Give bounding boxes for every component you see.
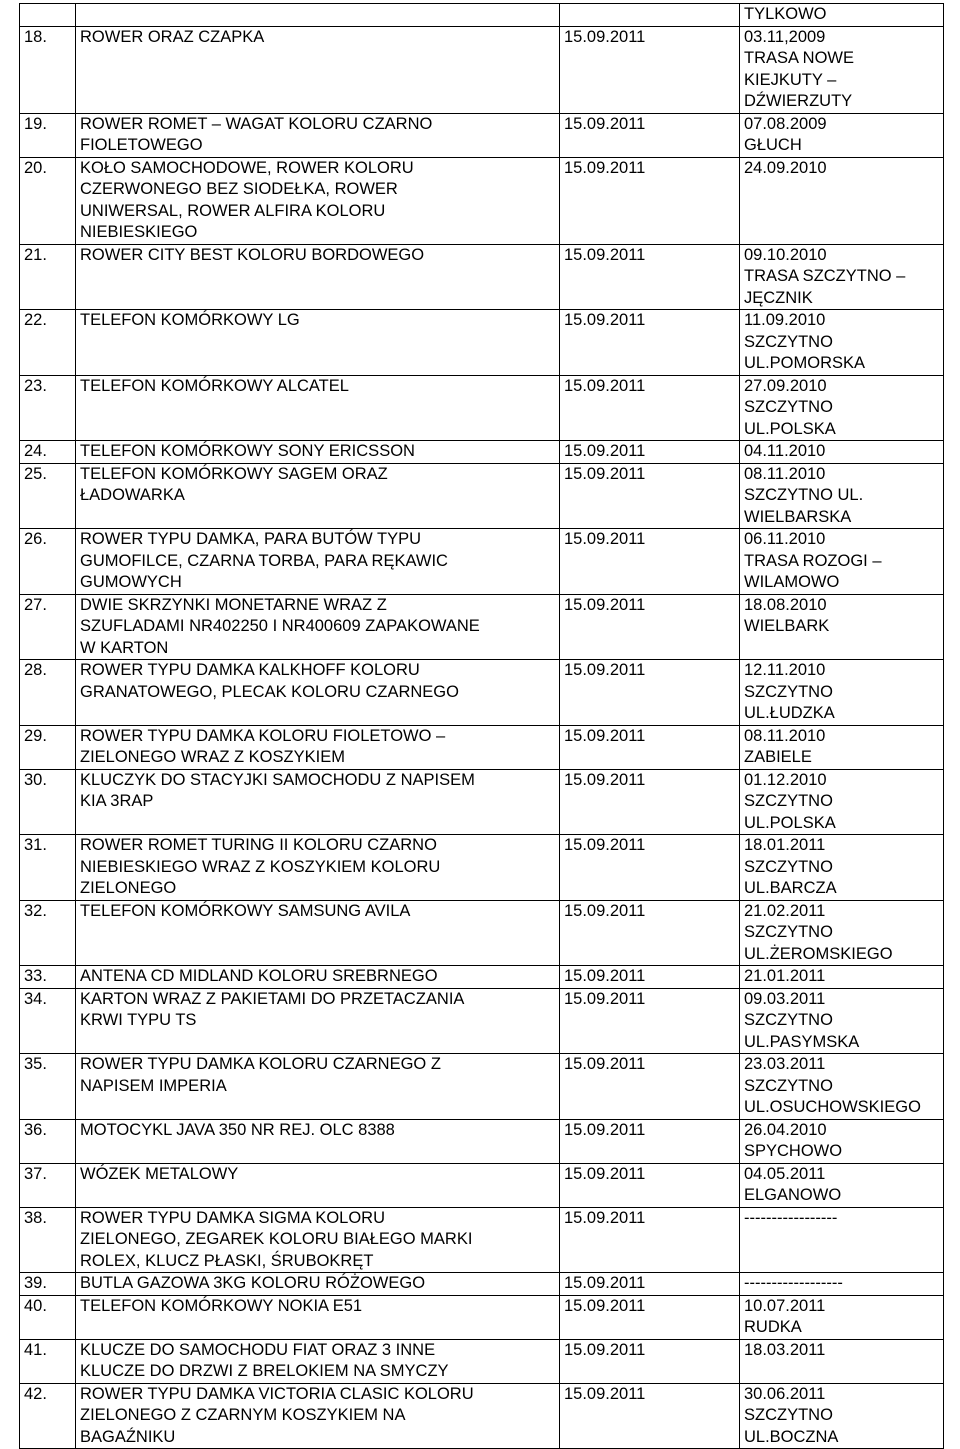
table-row	[20, 769, 944, 835]
found-date-place-line: SZCZYTNO	[744, 332, 833, 351]
found-date-place-line: 10.07.2011	[744, 1296, 826, 1315]
found-date-place	[740, 988, 944, 1054]
item-description-line: NIEBIESKIEGO	[80, 223, 198, 241]
found-date-place-line: 24.09.2010	[744, 158, 827, 177]
item-number: 40.	[20, 1295, 76, 1339]
item-description-line: GUMOFILCE, CZARNA TORBA, PARA RĘKAWIC	[80, 551, 448, 570]
item-description-line: W KARTON	[80, 638, 169, 657]
found-date-place	[740, 244, 944, 310]
found-date-place-line: UL.PASYMSKA	[744, 1032, 860, 1051]
found-date-place-line: 04.05.2011	[744, 1164, 826, 1183]
found-date-place-line: UL.POLSKA	[744, 813, 836, 832]
item-description-line: KARTON WRAZ Z PAKIETAMI DO PRZETACZANIA	[80, 989, 465, 1008]
item-description-line: ROWER ROMET TURING II KOLORU CZARNO	[80, 836, 437, 854]
item-number: 28.	[20, 660, 76, 726]
item-description-line: DWIE SKRZYNKI MONETARNE WRAZ Z	[80, 595, 387, 614]
table-row	[20, 157, 944, 244]
found-date-place-line: -----------------	[744, 1208, 838, 1227]
found-date-place	[740, 375, 944, 441]
table-row	[20, 1054, 944, 1120]
found-date-place	[740, 725, 944, 769]
table-row	[20, 1295, 944, 1339]
item-description-line: CZERWONEGO BEZ SIODEŁKA, ROWER	[80, 180, 398, 198]
found-date-place-line: UL.BARCZA	[744, 879, 837, 897]
found-date-place-line: 09.03.2011	[744, 989, 826, 1008]
item-number: 41.	[20, 1339, 76, 1383]
found-date-place-line: SZCZYTNO	[744, 792, 833, 810]
item-description-line: ZIELONEGO	[80, 879, 177, 897]
table-row	[20, 529, 944, 595]
item-description-line: KIA 3RAP	[80, 792, 154, 810]
item-number: 32.	[20, 900, 76, 966]
found-date-place-line: 09.10.2010	[744, 245, 827, 264]
item-description	[76, 1383, 560, 1449]
item-description	[76, 463, 560, 529]
table-row	[20, 1163, 944, 1207]
found-date: 15.09.2011	[560, 244, 740, 310]
table-body	[20, 4, 944, 1449]
found-date: 15.09.2011	[560, 835, 740, 901]
item-description	[76, 1339, 560, 1383]
item-description-line: BAGAŹNIKU	[80, 1427, 176, 1446]
found-date: 15.09.2011	[560, 529, 740, 595]
found-date-place	[740, 835, 944, 901]
found-date-place	[740, 660, 944, 726]
item-number: 22.	[20, 310, 76, 376]
found-date-place-line: 27.09.2010	[744, 376, 827, 395]
item-description-line: TELEFON KOMÓRKOWY LG	[80, 311, 300, 329]
item-description	[76, 988, 560, 1054]
found-date-place	[740, 26, 944, 113]
item-number: 21.	[20, 244, 76, 310]
found-date-place-line: SZCZYTNO	[744, 1076, 833, 1095]
table-row	[20, 725, 944, 769]
item-number: 31.	[20, 835, 76, 901]
found-date-place-line: 11.09.2010	[744, 311, 826, 329]
lost-items-table	[19, 3, 944, 1449]
found-date-place-line: 04.11.2010	[744, 442, 826, 460]
item-description-line: NAPISEM IMPERIA	[80, 1076, 227, 1095]
found-date-place-line: KIEJKUTY –	[744, 70, 837, 89]
item-description	[76, 966, 560, 989]
item-description	[76, 4, 560, 27]
table-row	[20, 835, 944, 901]
found-date: 15.09.2011	[560, 1119, 740, 1163]
table-row	[20, 1339, 944, 1383]
found-date: 15.09.2011	[560, 157, 740, 244]
found-date-place	[740, 1119, 944, 1163]
found-date: 15.09.2011	[560, 1295, 740, 1339]
item-number: 24.	[20, 441, 76, 464]
found-date-place-line: WILAMOWO	[744, 573, 840, 591]
item-description-line: KLUCZE DO DRZWI Z BRELOKIEM NA SMYCZY	[80, 1362, 449, 1380]
item-description-line: GUMOWYCH	[80, 573, 182, 591]
found-date-place-line: SZCZYTNO	[744, 1406, 833, 1424]
found-date-place-line: 01.12.2010	[744, 770, 827, 789]
table-row	[20, 1383, 944, 1449]
item-number: 38.	[20, 1207, 76, 1273]
item-description-line: ZIELONEGO, ZEGAREK KOLORU BIAŁEGO MARKI	[80, 1230, 473, 1248]
found-date-place-line: WIELBARSKA	[744, 507, 852, 526]
found-date-place-line: SZCZYTNO	[744, 682, 833, 701]
found-date-place	[740, 463, 944, 529]
found-date-place-line: 23.03.2011	[744, 1055, 826, 1073]
item-number: 29.	[20, 725, 76, 769]
item-description	[76, 1054, 560, 1120]
item-description	[76, 244, 560, 310]
found-date-place-line: ZABIELE	[744, 748, 812, 766]
item-description-line: ROWER TYPU DAMKA KOLORU FIOLETOWO –	[80, 726, 446, 745]
found-date-place	[740, 310, 944, 376]
found-date-place-line: UL.BOCZNA	[744, 1427, 839, 1446]
found-date: 15.09.2011	[560, 725, 740, 769]
found-date: 15.09.2011	[560, 1163, 740, 1207]
item-description-line: KOŁO SAMOCHODOWE, ROWER KOLORU	[80, 158, 414, 177]
found-date-place-line: UL.ŁUDZKA	[744, 704, 835, 722]
item-description	[76, 594, 560, 660]
item-description-line: ŁADOWARKA	[80, 486, 185, 504]
found-date: 15.09.2011	[560, 26, 740, 113]
item-description-line: MOTOCYKL JAVA 350 NR REJ. OLC 8388	[80, 1120, 395, 1139]
item-description	[76, 157, 560, 244]
found-date-place-line: 07.08.2009	[744, 114, 827, 133]
item-description-line: KLUCZE DO SAMOCHODU FIAT ORAZ 3 INNE	[80, 1340, 436, 1359]
item-description-line: ROWER TYPU DAMKA SIGMA KOLORU	[80, 1208, 386, 1227]
item-description	[76, 113, 560, 157]
item-description-line: SZUFLADAMI NR402250 I NR400609 ZAPAKOWANE	[80, 617, 480, 635]
found-date-place-line: TYLKOWO	[744, 5, 827, 23]
table-row	[20, 26, 944, 113]
found-date-place-line: 18.03.2011	[744, 1340, 826, 1359]
found-date-place	[740, 900, 944, 966]
item-description-line: KRWI TYPU TS	[80, 1011, 197, 1029]
found-date-place-line: ELGANOWO	[744, 1186, 842, 1204]
table-row	[20, 1119, 944, 1163]
item-number: 36.	[20, 1119, 76, 1163]
item-number: 39.	[20, 1273, 76, 1296]
found-date-place-line: RUDKA	[744, 1318, 802, 1336]
item-description-line: ROWER TYPU DAMKA, PARA BUTÓW TYPU	[80, 530, 422, 548]
item-description-line: TELEFON KOMÓRKOWY NOKIA E51	[80, 1296, 363, 1315]
found-date-place-line: UL.POLSKA	[744, 419, 836, 438]
found-date: 15.09.2011	[560, 113, 740, 157]
found-date-place-line: TRASA ROZOGI –	[744, 551, 882, 570]
item-description-line: ROWER TYPU DAMKA KOLORU CZARNEGO Z	[80, 1055, 441, 1073]
item-description-line: WÓZEK METALOWY	[80, 1164, 239, 1183]
found-date-place-line: ------------------	[744, 1274, 843, 1292]
table-row	[20, 375, 944, 441]
item-description-line: TELEFON KOMÓRKOWY ALCATEL	[80, 376, 349, 395]
found-date: 15.09.2011	[560, 660, 740, 726]
item-description	[76, 1119, 560, 1163]
table-row	[20, 900, 944, 966]
found-date: 15.09.2011	[560, 1054, 740, 1120]
found-date-place	[740, 441, 944, 464]
found-date-place-line: SZCZYTNO	[744, 398, 833, 416]
item-description	[76, 900, 560, 966]
item-description-line: ROWER ORAZ CZAPKA	[80, 27, 265, 46]
found-date-place	[740, 594, 944, 660]
found-date-place	[740, 1163, 944, 1207]
found-date-place-line: SZCZYTNO	[744, 1011, 833, 1029]
table-row	[20, 660, 944, 726]
found-date-place-line: TRASA NOWE	[744, 49, 855, 67]
found-date: 15.09.2011	[560, 441, 740, 464]
found-date-place-line: 18.08.2010	[744, 595, 827, 614]
found-date: 15.09.2011	[560, 900, 740, 966]
item-description	[76, 1163, 560, 1207]
item-number	[20, 4, 76, 27]
item-number: 30.	[20, 769, 76, 835]
item-number: 18.	[20, 26, 76, 113]
found-date-place-line: JĘCZNIK	[744, 288, 813, 307]
item-description-line: ROWER CITY BEST KOLORU BORDOWEGO	[80, 245, 425, 264]
found-date-place-line: 21.01.2011	[744, 967, 826, 985]
found-date-place-line: SPYCHOWO	[744, 1142, 843, 1160]
item-description-line: FIOLETOWEGO	[80, 136, 203, 154]
item-number: 35.	[20, 1054, 76, 1120]
item-number: 34.	[20, 988, 76, 1054]
item-description-line: ZIELONEGO Z CZARNYM KOSZYKIEM NA	[80, 1406, 406, 1424]
found-date-place-line: 12.11.2010	[744, 661, 826, 679]
found-date-place-line: 18.01.2011	[744, 836, 826, 854]
table-row	[20, 1273, 944, 1296]
found-date-place-line: 08.11.2010	[744, 726, 826, 745]
table-row	[20, 1207, 944, 1273]
found-date-place	[740, 1339, 944, 1383]
item-number: 27.	[20, 594, 76, 660]
item-description	[76, 660, 560, 726]
item-description-line: TELEFON KOMÓRKOWY SAMSUNG AVILA	[80, 901, 411, 920]
item-number: 33.	[20, 966, 76, 989]
item-description-line: UNIWERSAL, ROWER ALFIRA KOLORU	[80, 201, 386, 220]
found-date-place	[740, 966, 944, 989]
found-date-place-line: 30.06.2011	[744, 1384, 826, 1403]
found-date-place-line: GŁUCH	[744, 136, 802, 154]
item-number: 23.	[20, 375, 76, 441]
item-number: 20.	[20, 157, 76, 244]
found-date-place-line: DŹWIERZUTY	[744, 92, 853, 110]
found-date: 15.09.2011	[560, 463, 740, 529]
item-description-line: ROWER ROMET – WAGAT KOLORU CZARNO	[80, 114, 433, 133]
found-date: 15.09.2011	[560, 1273, 740, 1296]
table-row	[20, 988, 944, 1054]
item-description	[76, 375, 560, 441]
found-date-place-line: 21.02.2011	[744, 901, 826, 920]
found-date-place-line: 26.04.2010	[744, 1120, 827, 1139]
item-description	[76, 835, 560, 901]
item-description-line: NIEBIESKIEGO WRAZ Z KOSZYKIEM KOLORU	[80, 857, 441, 876]
found-date-place-line: 06.11.2010	[744, 530, 826, 548]
found-date-place	[740, 1207, 944, 1273]
table-row	[20, 594, 944, 660]
item-number: 19.	[20, 113, 76, 157]
found-date: 15.09.2011	[560, 1207, 740, 1273]
found-date-place-line: SZCZYTNO UL.	[744, 486, 864, 504]
item-description	[76, 1273, 560, 1296]
found-date-place-line: UL.POMORSKA	[744, 354, 866, 372]
item-description-line: ROLEX, KLUCZ PŁASKI, ŚRUBOKRĘT	[80, 1251, 374, 1270]
found-date-place-line: 08.11.2010	[744, 464, 826, 483]
item-description	[76, 441, 560, 464]
item-description	[76, 1207, 560, 1273]
item-description	[76, 310, 560, 376]
found-date-place	[740, 113, 944, 157]
item-number: 26.	[20, 529, 76, 595]
found-date-place	[740, 1273, 944, 1296]
table-row	[20, 113, 944, 157]
found-date-place	[740, 157, 944, 244]
found-date: 15.09.2011	[560, 375, 740, 441]
found-date-place	[740, 1054, 944, 1120]
item-number: 25.	[20, 463, 76, 529]
table-row	[20, 441, 944, 464]
found-date	[560, 4, 740, 27]
found-date: 15.09.2011	[560, 1383, 740, 1449]
table-row	[20, 463, 944, 529]
table-row	[20, 244, 944, 310]
found-date-place-line: UL.OSUCHOWSKIEGO	[744, 1098, 921, 1116]
found-date: 15.09.2011	[560, 769, 740, 835]
item-description-line: ANTENA CD MIDLAND KOLORU SREBRNEGO	[80, 967, 438, 985]
table-row	[20, 310, 944, 376]
found-date-place-line: 03.11,2009	[744, 27, 826, 46]
item-number: 42.	[20, 1383, 76, 1449]
found-date-place-line: SZCZYTNO	[744, 857, 833, 876]
found-date-place	[740, 1295, 944, 1339]
found-date: 15.09.2011	[560, 1339, 740, 1383]
found-date: 15.09.2011	[560, 594, 740, 660]
found-date-place	[740, 4, 944, 27]
found-date-place-line: UL.ŻEROMSKIEGO	[744, 944, 893, 963]
item-description	[76, 1295, 560, 1339]
item-description	[76, 529, 560, 595]
found-date-place-line: TRASA SZCZYTNO –	[744, 267, 906, 285]
item-description	[76, 725, 560, 769]
item-description	[76, 769, 560, 835]
item-description-line: TELEFON KOMÓRKOWY SONY ERICSSON	[80, 442, 415, 460]
found-date: 15.09.2011	[560, 310, 740, 376]
table-row	[20, 966, 944, 989]
found-date-place	[740, 1383, 944, 1449]
found-date-place	[740, 529, 944, 595]
table-row	[20, 4, 944, 27]
found-date-place	[740, 769, 944, 835]
found-date-place-line: SZCZYTNO	[744, 923, 833, 941]
item-description-line: ROWER TYPU DAMKA KALKHOFF KOLORU	[80, 661, 420, 679]
found-date-place-line: WIELBARK	[744, 617, 830, 635]
item-description-line: ZIELONEGO WRAZ Z KOSZYKIEM	[80, 748, 345, 766]
item-description-line: GRANATOWEGO, PLECAK KOLORU CZARNEGO	[80, 682, 459, 701]
found-date: 15.09.2011	[560, 966, 740, 989]
item-description	[76, 26, 560, 113]
item-description-line: TELEFON KOMÓRKOWY SAGEM ORAZ	[80, 464, 388, 483]
item-description-line: KLUCZYK DO STACYJKI SAMOCHODU Z NAPISEM	[80, 770, 475, 789]
item-description-line: ROWER TYPU DAMKA VICTORIA CLASIC KOLORU	[80, 1384, 474, 1403]
found-date: 15.09.2011	[560, 988, 740, 1054]
item-number: 37.	[20, 1163, 76, 1207]
item-description-line: BUTLA GAZOWA 3KG KOLORU RÓŻOWEGO	[80, 1274, 426, 1292]
